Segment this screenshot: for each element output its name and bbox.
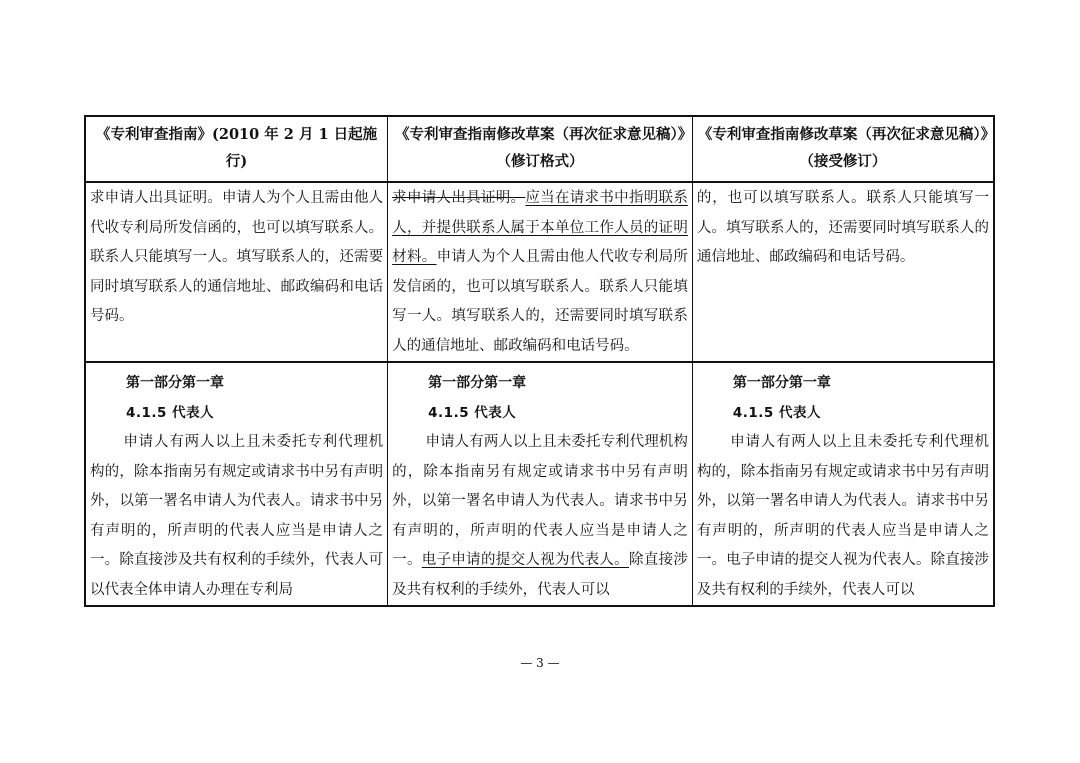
deleted-text: 求申请人出具证明。 — [392, 190, 526, 206]
table-row — [85, 362, 994, 606]
row1-original: 求申请人出具证明。申请人为个人且需由他人代收专利局所发信函的，也可以填写联系人。联系人只能填写一人。填写联系人的，还需要同时填写联系人的通信地址、邮政编码和电话号码。 — [85, 182, 388, 362]
section-title: 第一部分第一章 — [126, 375, 224, 391]
comparison-table — [84, 115, 995, 607]
body-text: 申请人有两人以上且未委托专利代理机构的，除本指南另有规定或请求书中另有声明外，以第一署名申请人为代表人。请求书中另有声明的，所声明的代表人应当是申请人之一。除直接涉及共有权利的手续外，代表人可以代表全体申请人办理在专利局 — [90, 434, 384, 598]
body-text: 申请人有两人以上且未委托专利代理机构的，除本指南另有规定或请求书中另有声明外，以第一署名申请人为代表人。请求书中另有声明的，所声明的代表人应当是申请人之一。电子申请的提交人视为代表人。除直接涉及共有权利的手续外，代表人可以 — [696, 434, 989, 598]
inserted-text: 电子申请的提交人视为代表人。 — [421, 552, 629, 568]
row2-original — [85, 362, 388, 606]
section-title: 第一部分第一章 — [732, 375, 831, 391]
row2-revision-accepted — [692, 362, 994, 606]
body-text-main: 申请人有两人以上且未委托专利代理机构的，除本指南另有规定或请求书中另有声明外，以第一署名申请人为代表人。请求书中另有声明的，所声明的代表人应当是申请人之一。 — [392, 434, 688, 568]
body-text-rest: 除直接涉及共有权利的手续外，代表人可以 — [392, 552, 688, 598]
header-revision-accepted: 《专利审查指南修改草案（再次征求意见稿）》（接受修订） — [692, 116, 994, 182]
subsection-title: 4.1.5 代表人 — [428, 404, 517, 421]
section-title: 第一部分第一章 — [428, 375, 527, 391]
table-row — [85, 182, 994, 362]
body-text: 申请人为个人且需由他人代收专利局所发信函的，也可以填写联系人。联系人只能填写一人。填写联系人的，还需要同时填写联系人的通信地址、邮政编码和电话号码。 — [392, 249, 688, 354]
row2-revision-marked — [388, 362, 693, 606]
header-revision-marked: 《专利审查指南修改草案（再次征求意见稿）》（修订格式） — [388, 116, 693, 182]
header-row — [85, 116, 994, 182]
subsection-title: 4.1.5 代表人 — [732, 404, 821, 421]
header-original: 《专利审查指南》(2010 年 2 月 1 日起施行) — [85, 116, 388, 182]
row1-revision-marked — [388, 182, 693, 362]
row1-revision-accepted: 的，也可以填写联系人。联系人只能填写一人。填写联系人的，还需要同时填写联系人的通信地址、邮政编码和电话号码。 — [692, 182, 994, 362]
subsection-title: 4.1.5 代表人 — [126, 404, 215, 421]
inserted-text: 应当在请求书中指明联系人，并提供联系人属于本单位工作人员的证明材料。 — [392, 190, 688, 265]
body-text — [392, 428, 688, 605]
page-number: — 3 — — [520, 656, 560, 670]
